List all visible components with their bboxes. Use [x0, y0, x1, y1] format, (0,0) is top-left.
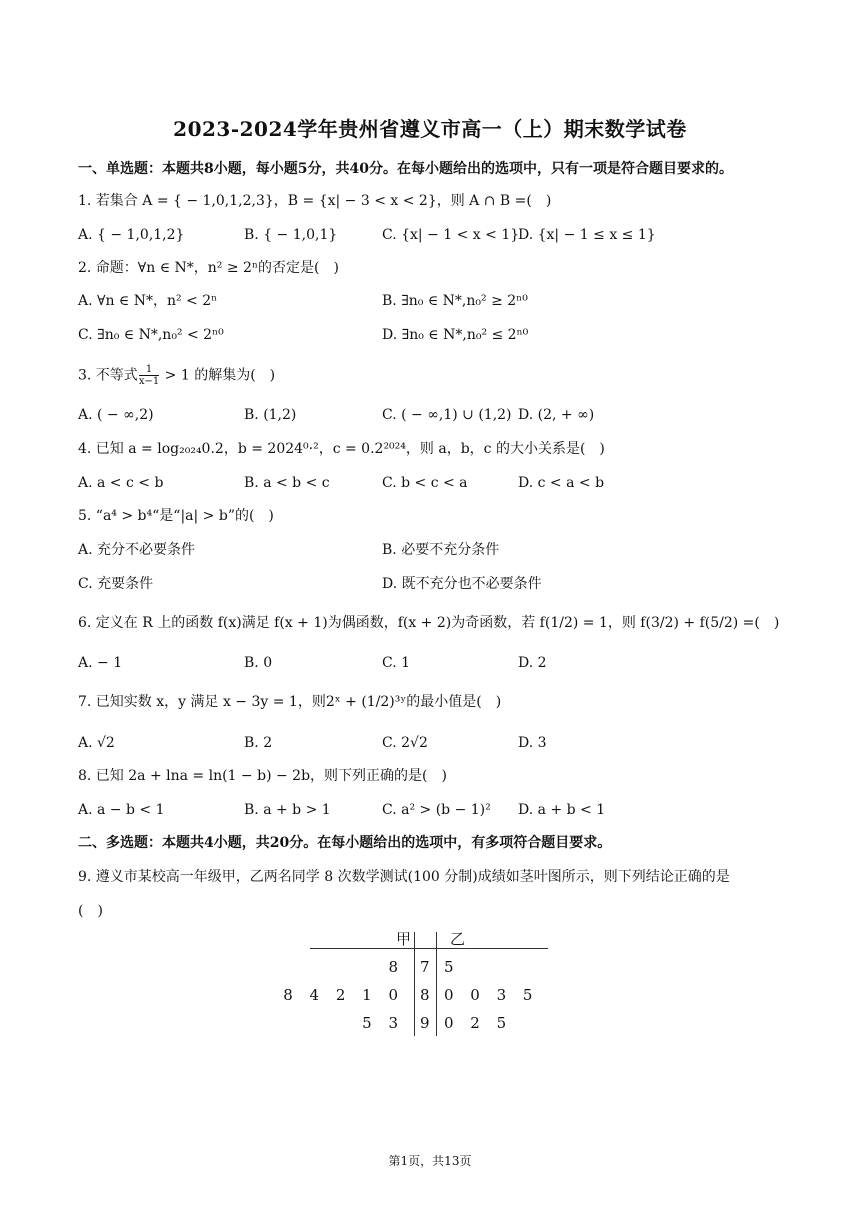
- question-1-option-c: C. {x| − 1 < x < 1}: [382, 227, 520, 243]
- question-3-option-c: C. ( − ∞,1) ∪ (1,2): [382, 407, 512, 423]
- question-7-option-a: A. √2: [78, 735, 115, 751]
- question-2-option-d: D. ∃n₀ ∈ N*,n₀² ≤ 2ⁿ⁰: [382, 327, 529, 343]
- stem-leaf-row-1-left: 8: [388, 958, 404, 976]
- question-6-stem: 6. 定义在 R 上的函数 f(x)满足 f(x + 1)为偶函数，f(x + 2)为奇函数，若 f(1/2) = 1，则 f(3/2) + f(5/2) =( ): [78, 615, 780, 631]
- question-4-option-d: D. c < a < b: [518, 475, 605, 491]
- question-1-stem: 1. 若集合 A = { − 1,0,1,2,3}，B = {x| − 3 < x < 2}，则 A ∩ B =( ): [78, 193, 552, 209]
- question-3-option-b: B. (1,2): [244, 407, 297, 423]
- stem-leaf-right-divider: [436, 932, 437, 1036]
- stem-leaf-row-3-stem: 9: [420, 1014, 436, 1032]
- stem-leaf-row-1-right: 5: [444, 958, 460, 976]
- question-4-option-c: C. b < c < a: [382, 475, 468, 491]
- stem-leaf-left-header: 甲: [396, 930, 412, 948]
- question-3-option-d: D. (2, + ∞): [518, 407, 595, 423]
- question-2-stem: 2. 命题：∀n ∈ N*，n² ≥ 2ⁿ的否定是( ): [78, 260, 339, 276]
- question-9-stem: 9. 遵义市某校高一年级甲，乙两名同学 8 次数学测试(100 分制)成绩如茎叶图所示，则下列结论正确的是: [78, 869, 730, 885]
- question-5-option-a: A. 充分不必要条件: [78, 542, 196, 558]
- question-4-option-b: B. a < b < c: [244, 475, 330, 491]
- question-3-stem-prefix: 3. 不等式: [78, 367, 138, 384]
- question-8-option-c: C. a² > (b − 1)²: [382, 802, 491, 818]
- question-5-option-b: B. 必要不充分条件: [382, 542, 500, 558]
- stem-leaf-header-rule: [310, 948, 548, 949]
- question-2-option-a: A. ∀n ∈ N*，n² < 2ⁿ: [78, 293, 218, 309]
- question-1-option-d: D. {x| − 1 ≤ x ≤ 1}: [518, 227, 656, 243]
- stem-leaf-row-2-left: 8 4 2 1 0: [283, 986, 404, 1004]
- question-3-fraction: [139, 364, 159, 387]
- question-7-option-d: D. 3: [518, 735, 547, 751]
- stem-leaf-row-2-right: 0 0 3 5: [444, 986, 539, 1004]
- stem-leaf-row-2-stem: 8: [420, 986, 436, 1004]
- question-3-option-a: A. ( − ∞,2): [78, 407, 154, 423]
- question-4-option-a: A. a < c < b: [78, 475, 164, 491]
- question-2-option-c: C. ∃n₀ ∈ N*,n₀² < 2ⁿ⁰: [78, 327, 224, 343]
- stem-leaf-plot: [283, 928, 548, 1038]
- question-5-option-d: D. 既不充分也不必要条件: [382, 576, 542, 592]
- page-footer: 第1页，共13页: [388, 1154, 472, 1168]
- question-8-option-a: A. a − b < 1: [78, 802, 165, 818]
- fraction-numerator: 1: [139, 364, 159, 376]
- exam-title: 2023-2024学年贵州省遵义市高一（上）期末数学试卷: [173, 117, 687, 141]
- question-7-stem: 7. 已知实数 x，y 满足 x − 3y = 1，则2ˣ + (1/2)³ʸ的最小值是( ): [78, 694, 502, 710]
- question-8-option-d: D. a + b < 1: [518, 802, 606, 818]
- section-single-choice: 一、单选题：本题共8小题，每小题5分，共40分。在每小题给出的选项中，只有一项是符合题目要求的。: [78, 161, 733, 177]
- question-2-option-b: B. ∃n₀ ∈ N*,n₀² ≥ 2ⁿ⁰: [382, 293, 528, 309]
- stem-leaf-row-3-left: 5 3: [362, 1014, 404, 1032]
- question-7-option-b: B. 2: [244, 735, 273, 751]
- question-3-stem-suffix: > 1 的解集为( ): [160, 367, 276, 384]
- stem-leaf-right-header: 乙: [450, 930, 466, 948]
- stem-leaf-row-1-stem: 7: [420, 958, 436, 976]
- question-5-option-c: C. 充要条件: [78, 576, 154, 592]
- fraction-denominator: x−1: [138, 376, 160, 387]
- question-3-stem: [78, 364, 275, 387]
- stem-leaf-left-divider: [414, 932, 415, 1036]
- question-8-option-b: B. a + b > 1: [244, 802, 331, 818]
- stem-leaf-row-3-right: 0 2 5: [444, 1014, 513, 1032]
- question-6-option-b: B. 0: [244, 655, 273, 671]
- question-6-option-d: D. 2: [518, 655, 547, 671]
- question-6-option-a: A. − 1: [78, 655, 123, 671]
- question-8-stem: 8. 已知 2a + lna = ln(1 − b) − 2b，则下列正确的是( ): [78, 768, 447, 784]
- question-9-answer-paren: ( ): [78, 903, 103, 919]
- section-multi-choice: 二、多选题：本题共4小题，共20分。在每小题给出的选项中，有多项符合题目要求。: [78, 835, 612, 851]
- question-7-option-c: C. 2√2: [382, 735, 428, 751]
- question-5-stem: 5. “a⁴ > b⁴“是“|a| > b”的( ): [78, 508, 274, 524]
- question-1-option-a: A. { − 1,0,1,2}: [78, 227, 185, 243]
- question-6-option-c: C. 1: [382, 655, 411, 671]
- question-1-option-b: B. { − 1,0,1}: [244, 227, 338, 243]
- question-4-stem: 4. 已知 a = log₂₀₂₄0.2，b = 2024⁰·²，c = 0.2²⁰²⁴，则 a，b，c 的大小关系是( ): [78, 441, 605, 457]
